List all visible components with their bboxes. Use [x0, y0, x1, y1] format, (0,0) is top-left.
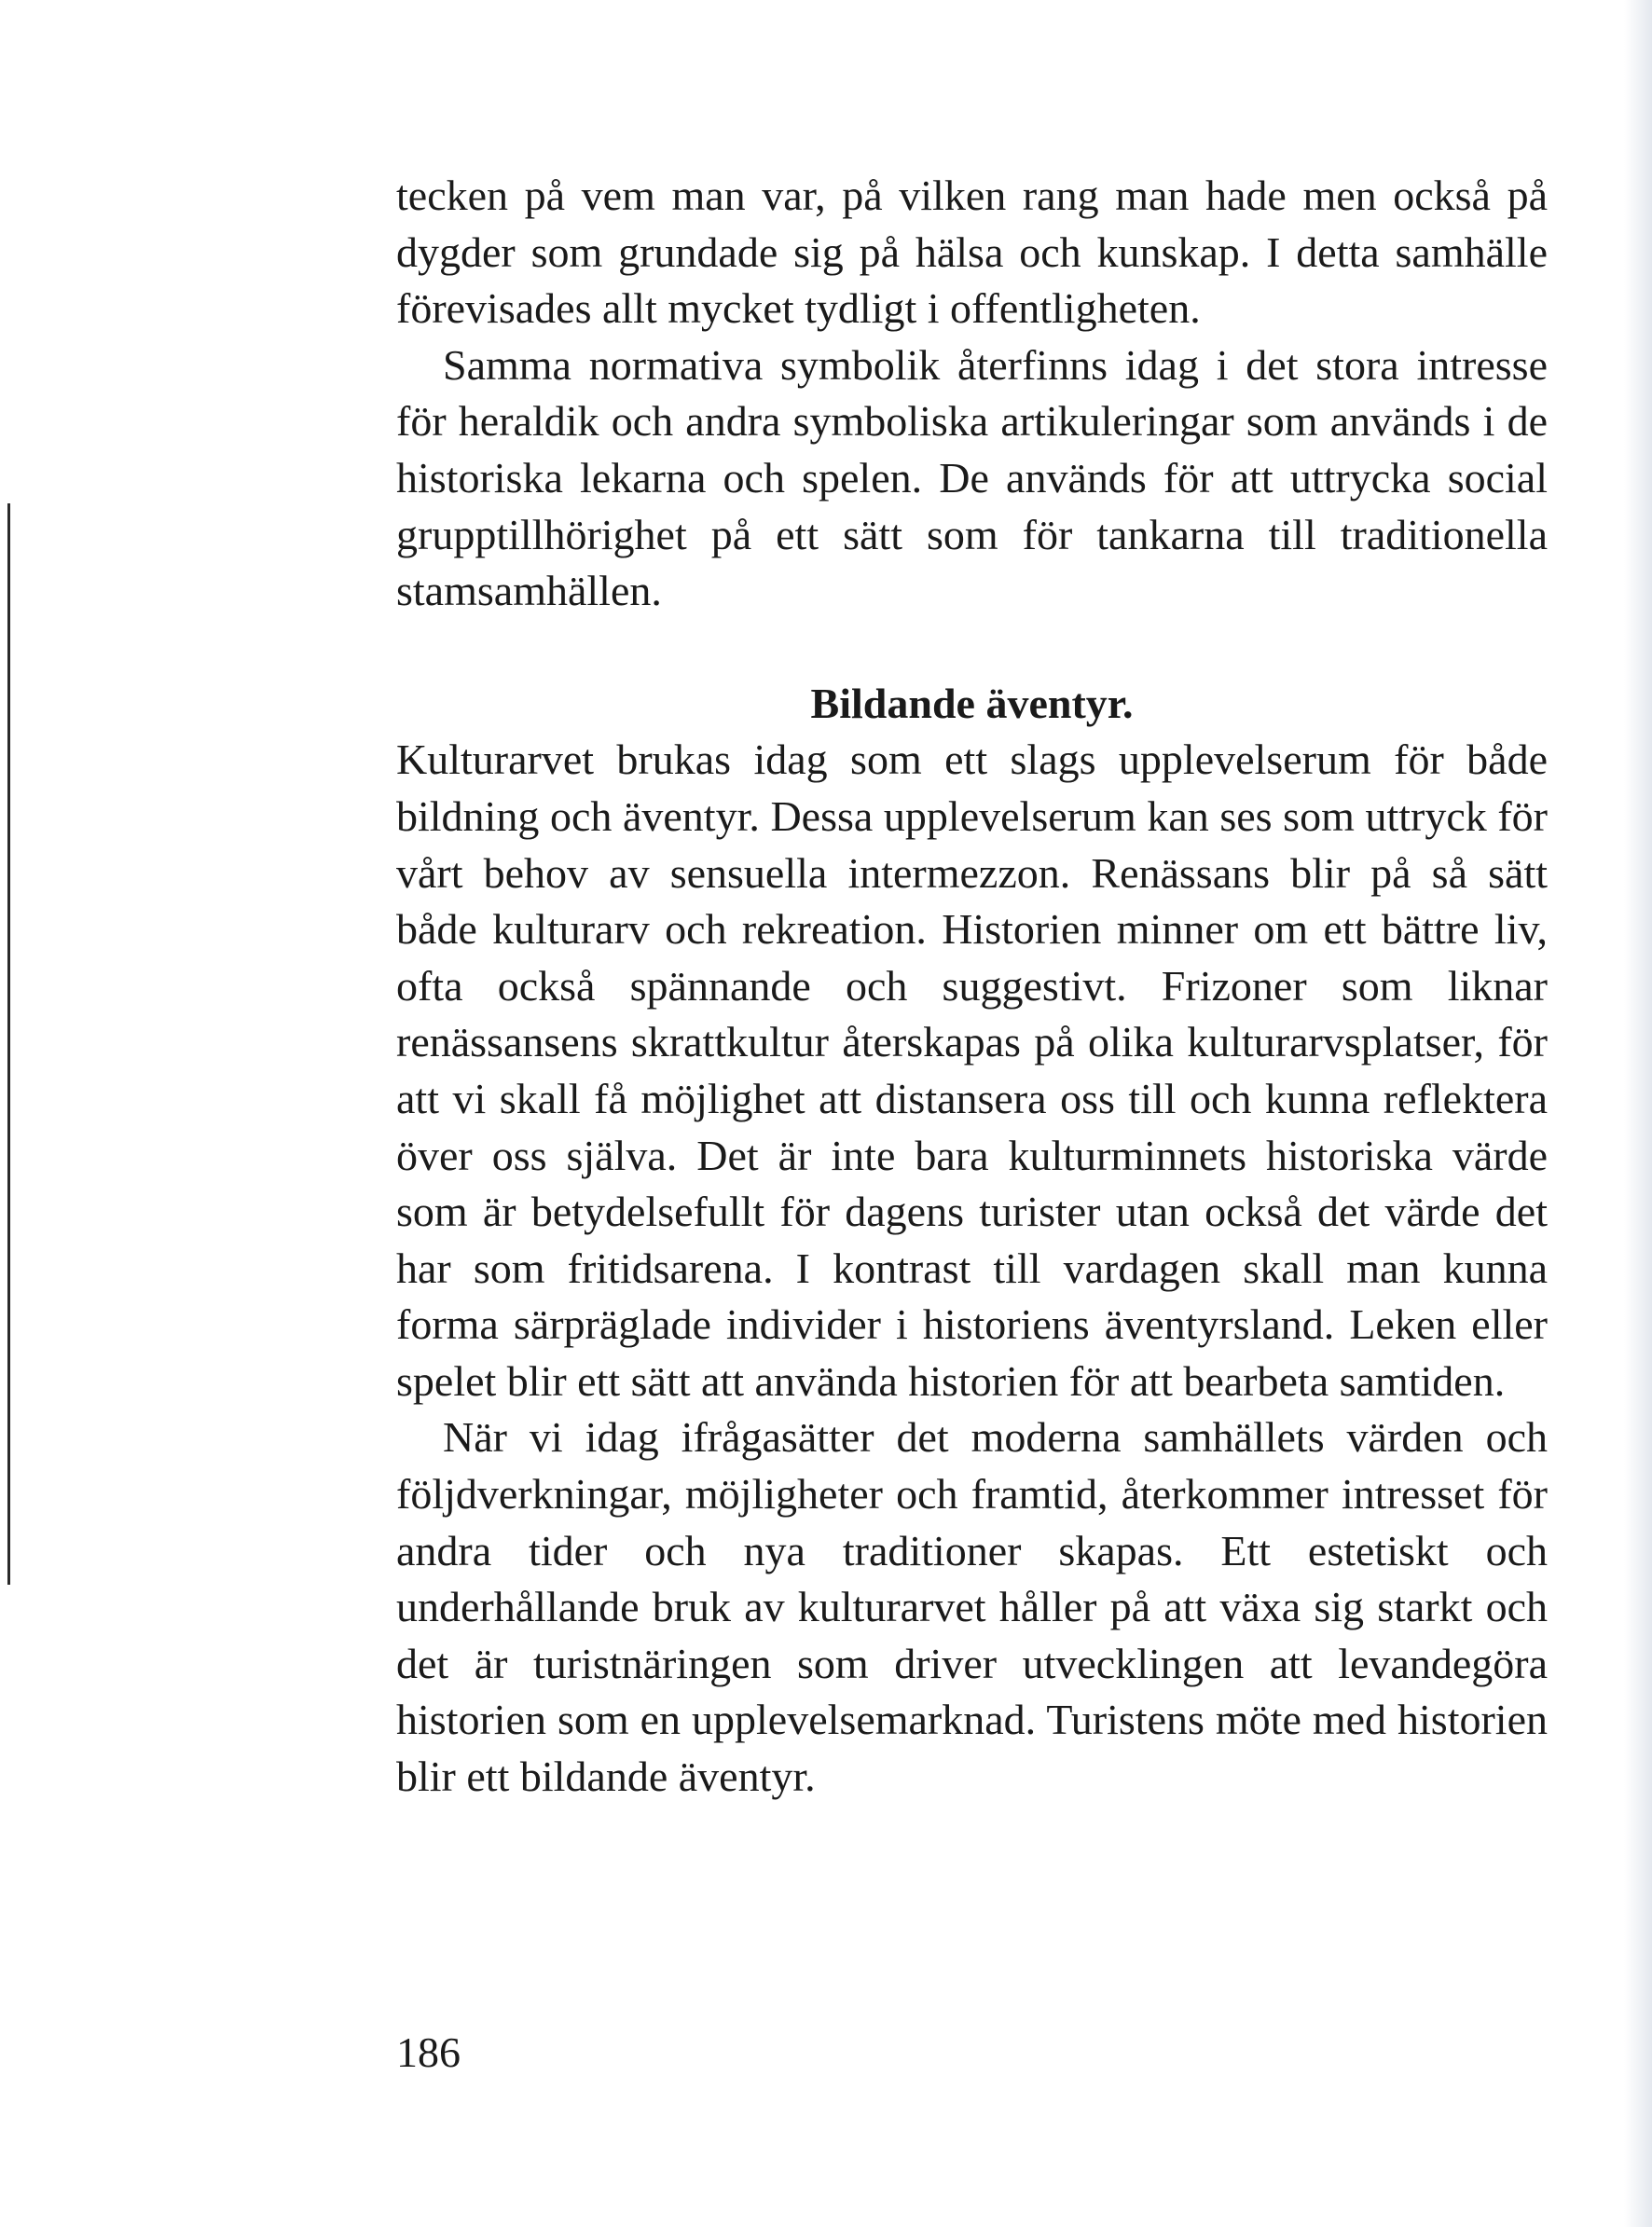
paragraph-symbolism: Samma normativa symbolik återfinns idag i det stora intresse för heraldik och andra symboliska artikuleringar som används i de historiska lekarna och spelen. De används för att uttrycka social grupptillhörighet på ett sätt som för tankarna till traditionella stamsamhällen. [396, 340, 1548, 615]
paragraph-modern-society: När vi idag ifrågasätter det moderna samhällets värden och följdverkningar, möjligheter och framtid, återkommer intresset för andra tider och nya traditioner skapas. Ett estetiskt och underhållande bruk av kulturarvet håller på att växa sig starkt och det är turistnäringen som driver utvecklingen att levandegöra historien som en upplevelsemarknad. Turistens möte med historien blir ett bildande äventyr. [396, 1413, 1548, 1801]
page-number: 186 [396, 2028, 461, 2076]
section-heading: Bildande äventyr. [810, 679, 1134, 727]
binding-edge-mark [7, 503, 10, 1585]
paragraph-cultural-heritage: Kulturarvet brukas idag som ett slags upplevelserum för både bildning och äventyr. Dessa upplevelserum kan ses som uttryck för vårt behov av sensuella intermezzon. Renässans blir på så sätt både kulturarv och rekreation. Historien minner om ett bättre liv, ofta också spännande och suggestivt. Frizoner som liknar renässansens skrattkultur återskapas på olika kulturarvsplatser, för att vi skall få möjlighet att distansera oss till och kunna reflektera över oss själva. Det är inte bara kulturminnets historiska värde som är betydelsefullt för dagens turister utan också det värde det har som fritidsarena. I kontrast till vardagen skall man kunna forma särpräglade individer i historiens äventyrsland. Leken eller spelet blir ett sätt att använda historien för att bearbeta samtiden. [396, 735, 1548, 1405]
page-edge-shadow [1624, 0, 1652, 2227]
body-text [396, 168, 1548, 1806]
paragraph-continuation: tecken på vem man var, på vilken rang man hade men också på dygder som grundade sig på hälsa och kunskap. I detta samhälle förevisades allt mycket tydligt i offentligheten. [396, 172, 1548, 333]
